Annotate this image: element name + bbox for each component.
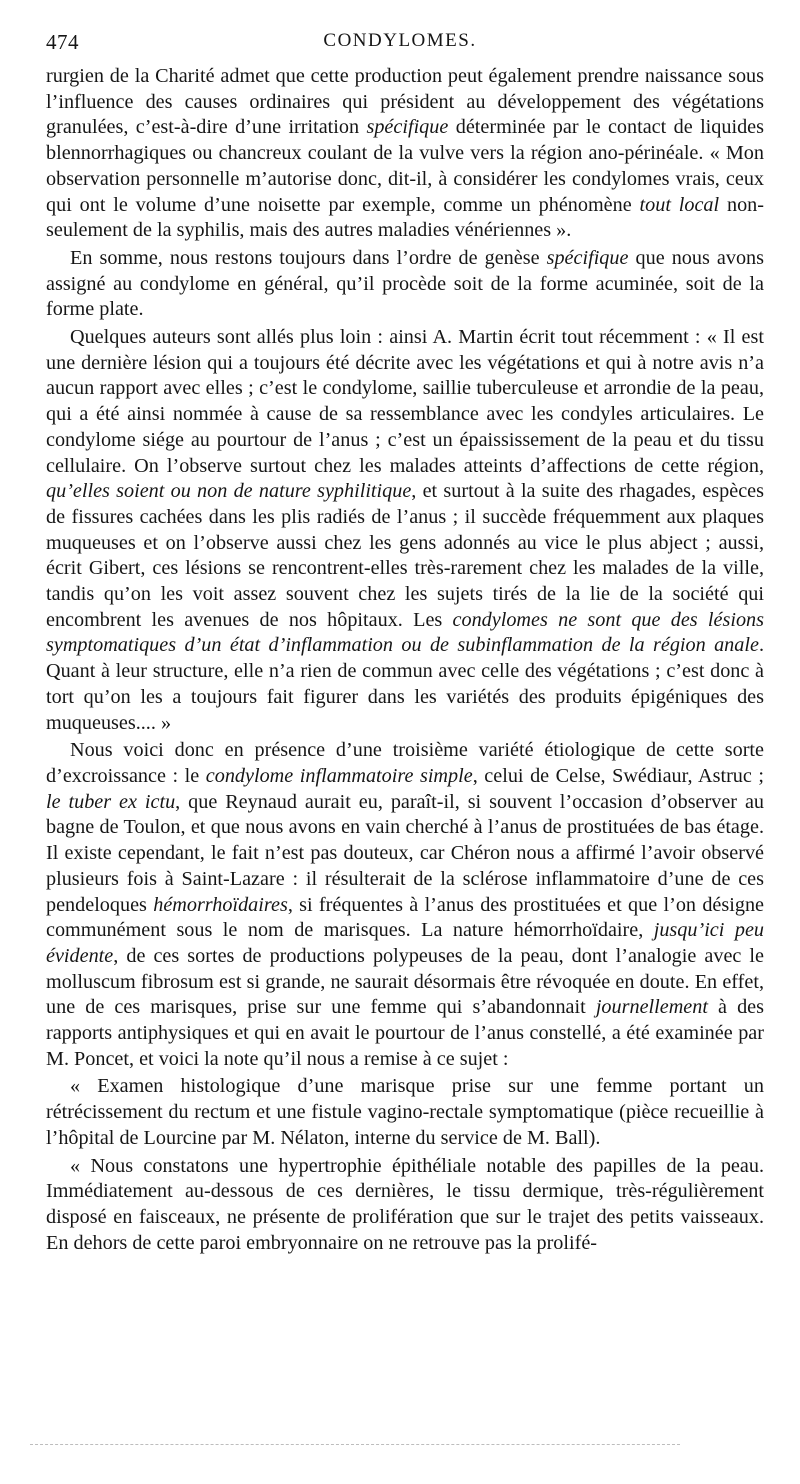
paragraph bbox=[46, 1074, 764, 1151]
text-run: En somme, nous restons toujours dans l’ordre de genèse bbox=[70, 246, 547, 269]
italic-run: journellement bbox=[595, 996, 708, 1019]
italic-run: jusqu’ici peu évidente bbox=[46, 919, 764, 967]
text-run: , celui de Celse, Swédiaur, Astruc ; bbox=[472, 764, 765, 787]
italic-run: hémorrhoïdaires bbox=[153, 893, 288, 916]
italic-run: le tuber ex ictu bbox=[46, 790, 176, 813]
text-run: Quelques auteurs sont allés plus loin : ainsi A. Martin écrit tout récemment : « Il est une dernière lésion qui a toujours été décrite avec les végétations et qui à notre avis n’a aucun rapport avec elles ; c’est le condylome, saillie tuberculeuse et arrondie de la peau, qui a été ainsi nommée à cause de sa ressemblance avec les condyles articulaires. Le condylome siége au pourtour de l’anus ; c’est un épaississement de la peau et du tissu cellulaire. On l’observe surtout chez les malades atteints d’affections de cette région, bbox=[46, 326, 764, 477]
italic-run: condylomes ne sont que des lésions symptomatiques d’un état d’inflammation ou de subinflammation de la région anale bbox=[46, 608, 764, 657]
italic-run: condylome inflammatoire simple bbox=[205, 764, 473, 787]
paragraph bbox=[46, 246, 764, 323]
text-run: rurgien de la Charité admet que cette production peut également prendre naissance sous l’influence des causes ordinaires qui président au développement des végétations granulées, c’est-à-dire d’une irritation bbox=[46, 65, 764, 139]
paragraph bbox=[46, 64, 764, 244]
text-run: que nous avons assigné au condylome en général, qu’il procède soit de la forme acuminée, soit de la forme plate. bbox=[46, 246, 764, 321]
text-run: déterminée par le contact de liquides blennorrhagiques ou chancreux coulant de la vulve vers la région ano-périnéale. « Mon observation personnelle m’autorise donc, dit-il, à considérer les condylomes vrais, ceux qui ont le volume d’une noisette par exemple, comme un phénomène bbox=[46, 116, 764, 216]
text-run: non-seulement de la syphilis, mais des autres maladies vénériennes ». bbox=[46, 193, 764, 242]
text-run: , et surtout à la suite des rhagades, espèces de fissures cachées dans les plis radiés de l’anus ; il succède fréquemment aux plaques muqueuses et on l’observe aussi chez les gens adonnés au vice le plus abject ; aussi, écrit Gibert, ces lésions se rencontrent-elles très-rarement chez les malades de la ville, tandis qu’on les voit assez souvent chez les sujets tirés de la lie de la société qui encombrent les avenues de nos hôpitaux. Les bbox=[46, 480, 764, 631]
italic-run: spécifique bbox=[366, 116, 449, 139]
paragraph bbox=[46, 325, 764, 736]
text-run: « Nous constatons une hypertrophie épithéliale notable des papilles de la peau. Immédiatement au-dessous de ces dernières, le tissu dermique, très-régulièrement disposé en faisceaux, ne présente de prolifération que sur le trajet des petits vaisseaux. En dehors de cette paroi embryonnaire on ne retrouve pas la prolifé- bbox=[46, 1154, 764, 1254]
text-run: , de ces sortes de productions polypeuses de la peau, dont l’analogie avec le molluscum fibrosum est si grande, ne saurait désormais être révoquée en doute. En effet, une de ces marisques, prise sur une femme qui s’abandonnait bbox=[46, 944, 764, 1019]
body-text bbox=[46, 64, 764, 1256]
page-number: 474 bbox=[46, 30, 79, 54]
footer-rule bbox=[30, 1444, 680, 1445]
paragraph bbox=[46, 738, 764, 1072]
text-run: , que Reynaud aurait eu, paraît-il, si souvent l’occasion d’observer au bagne de Toulon, et que nous avons en vain cherché à l’anus de prostituées de bas étage. Il existe cependant, le fait n’est pas douteux, car Chéron nous a affirmé l’avoir observé plusieurs fois à Saint-Lazare : il résulterait de la sclérose inflammatoire d’une de ces pendeloques bbox=[46, 790, 764, 916]
page-header bbox=[46, 30, 754, 60]
italic-run: spécifique bbox=[546, 246, 629, 269]
text-run: à des rapports antiphysiques et qui en avait le pourtour de l’anus constellé, a été examinée par M. Poncet, et voici la note qu’il nous a remise à ce sujet : bbox=[46, 996, 764, 1070]
running-title: CONDYLOMES. bbox=[323, 30, 477, 51]
text-run: , si fréquentes à l’anus des prostituées et que l’on désigne communément sous le nom de marisques. La nature hémorrhoïdaire, bbox=[46, 893, 764, 942]
italic-run: tout local bbox=[639, 193, 720, 216]
text-run: Nous voici donc en présence d’une troisième variété étiologique de cette sorte d’excroissance : le bbox=[46, 739, 764, 787]
text-run: . Quant à leur structure, elle n’a rien de commun avec celle des végétations ; c’est donc à tort qu’on les a toujours fait figurer dans les variétés des produits épigéniques des muqueuses.... » bbox=[46, 634, 764, 734]
italic-run: qu’elles soient ou non de nature syphilitique bbox=[46, 480, 412, 503]
paragraph bbox=[46, 1154, 764, 1257]
text-run: « Examen histologique d’une marisque prise sur une femme portant un rétrécissement du rectum et une fistule vagino-rectale symptomatique (pièce recueillie à l’hôpital de Lourcine par M. Nélaton, interne du service de M. Ball). bbox=[46, 1075, 764, 1149]
